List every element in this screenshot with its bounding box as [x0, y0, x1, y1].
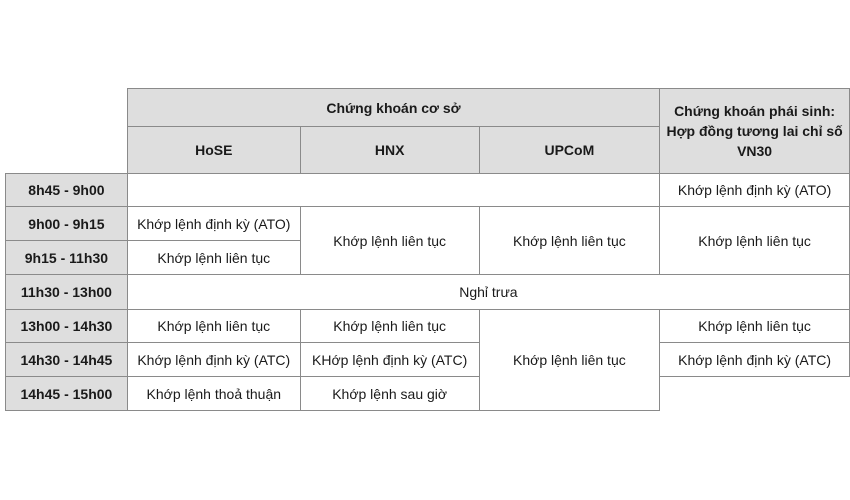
table-row: [6, 310, 850, 343]
time-cell: 13h00 - 14h30: [6, 310, 128, 343]
exchange-header-upcom: UPCoM: [479, 127, 660, 174]
time-cell: 9h15 - 11h30: [6, 241, 128, 275]
session-cell: Khớp lệnh định kỳ (ATC): [127, 343, 300, 377]
exchange-header-hose: HoSE: [127, 127, 300, 174]
session-cell: Khớp lệnh liên tục: [127, 241, 300, 275]
time-cell: 14h30 - 14h45: [6, 343, 128, 377]
lunch-break-cell: Nghỉ trưa: [127, 275, 849, 310]
trading-schedule-table: [5, 88, 850, 411]
session-cell: Khớp lệnh sau giờ: [300, 377, 479, 411]
time-cell: 11h30 - 13h00: [6, 275, 128, 310]
session-cell: Khớp lệnh liên tục: [300, 207, 479, 275]
table-row: [6, 377, 850, 411]
time-cell: 9h00 - 9h15: [6, 207, 128, 241]
empty-cell: [660, 377, 850, 411]
session-cell: Khớp lệnh liên tục: [300, 310, 479, 343]
exchange-header-hnx: HNX: [300, 127, 479, 174]
table-row: [6, 343, 850, 377]
empty-cell: [127, 174, 659, 207]
session-cell: Khớp lệnh liên tục: [127, 310, 300, 343]
session-cell: Khớp lệnh định kỳ (ATO): [660, 174, 850, 207]
session-cell: Khớp lệnh định kỳ (ATC): [660, 343, 850, 377]
header-row-1: [6, 89, 850, 127]
session-cell: Khớp lệnh liên tục: [660, 310, 850, 343]
session-cell: Khớp lệnh định kỳ (ATO): [127, 207, 300, 241]
spot-market-header: Chứng khoán cơ sở: [127, 89, 659, 127]
corner-cell: [6, 89, 128, 174]
time-cell: 14h45 - 15h00: [6, 377, 128, 411]
session-cell: KHớp lệnh định kỳ (ATC): [300, 343, 479, 377]
table-row: [6, 174, 850, 207]
session-cell: Khớp lệnh liên tục: [660, 207, 850, 275]
session-cell: Khớp lệnh thoả thuận: [127, 377, 300, 411]
table-row: [6, 275, 850, 310]
time-cell: 8h45 - 9h00: [6, 174, 128, 207]
session-cell: Khớp lệnh liên tục: [479, 207, 660, 275]
derivatives-header: Chứng khoán phái sinh: Hợp đồng tương lai chỉ số VN30: [660, 89, 850, 174]
table-row: [6, 207, 850, 241]
session-cell: Khớp lệnh liên tục: [479, 310, 660, 411]
